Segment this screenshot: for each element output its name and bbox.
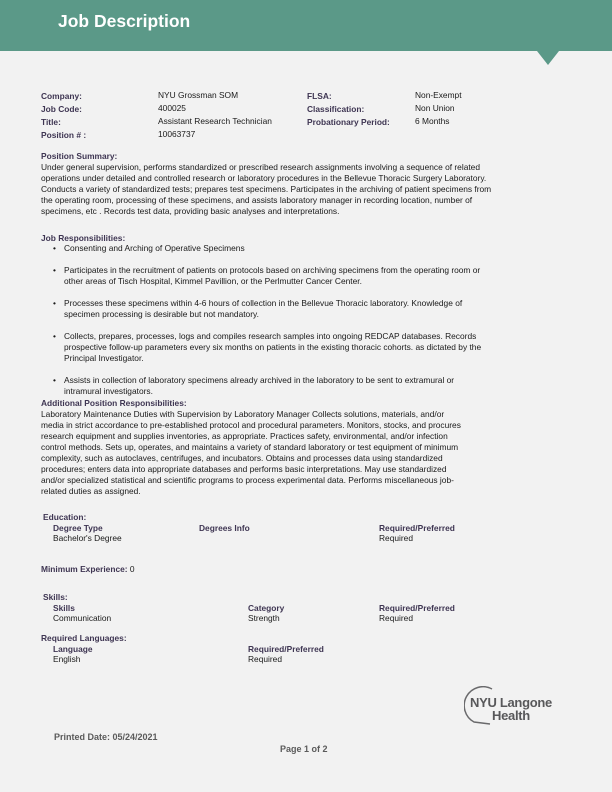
title-label: Title: [41, 117, 61, 127]
additional-line: complexity, such as autoclaves, centrifuges, and incubators. Obtains and processes data using standardized [41, 453, 443, 463]
item-line: intramural investigators. [64, 386, 153, 396]
list-item [64, 243, 481, 254]
degrees-info-header: Degrees Info [199, 523, 250, 533]
flsa-label: FLSA: [307, 91, 332, 101]
position-label: Position # : [41, 130, 87, 140]
required-preferred-header: Required/Preferred [248, 644, 324, 654]
summary-line: operations under detailed and controlled research or laboratory procedures in the Bellevue Thoracic Surgery Laboratory. [41, 173, 487, 183]
language-required-value: Required [248, 654, 282, 664]
additional-line: Laboratory Maintenance Duties with Supervision by Laboratory Manager Collects solutions, materials, and/or [41, 409, 445, 419]
item-line: • Assists in collection of laboratory specimens already archived in the laboratory to be sent to extramural or [64, 375, 455, 385]
logo-line2: Health [492, 708, 530, 723]
classification-label: Classification: [307, 104, 365, 114]
company-label: Company: [41, 91, 82, 101]
responsibilities-list [64, 243, 481, 397]
degree-required-value: Required [379, 533, 413, 543]
summary-line: Conducts a variety of standardized tests; prepares test specimens. Participates in the archiving of patient specimens from [41, 184, 492, 194]
page-title: Job Description [58, 11, 191, 31]
list-item [64, 331, 481, 364]
additional-line: research equipment and supplies inventories, as appropriate. Practices safety, environmental, and/or infection [41, 431, 448, 441]
item-line: Principal Investigator. [64, 353, 144, 363]
list-item [64, 298, 481, 320]
item-line: • Participates in the recruitment of patients on protocols based on archiving specimens from the operating room or [64, 265, 481, 275]
probation-value: 6 Months [415, 116, 450, 126]
additional-line: related duties as assigned. [41, 486, 141, 496]
language-value: English [53, 654, 81, 664]
position-summary [41, 151, 491, 217]
minimum-experience [41, 564, 135, 574]
title-value: Assistant Research Technician [158, 116, 272, 126]
additional-line: and/or specialized statistical and scientific programs to process experimental data. Performs miscellaneous job- [41, 475, 454, 485]
required-preferred-header: Required/Preferred [379, 603, 455, 613]
list-item [64, 375, 481, 397]
header-pointer [537, 51, 559, 65]
education-heading: Education: [43, 512, 87, 522]
skills-heading: Skills: [43, 592, 68, 602]
required-preferred-header: Required/Preferred [379, 523, 455, 533]
experience-label: Minimum Experience: [41, 564, 128, 574]
item-line: other areas of Tisch Hospital, Kimmel Pavillion, or the Perlmutter Cancer Center. [64, 276, 362, 286]
responsibilities-heading: Job Responsibilities: [41, 233, 126, 243]
language-header: Language [53, 644, 93, 654]
company-value: NYU Grossman SOM [158, 90, 239, 100]
skill-value: Communication [53, 613, 112, 623]
printed-date: Printed Date: 05/24/2021 [54, 732, 158, 742]
item-line: • Processes these specimens within 4-6 hours of collection in the Bellevue Thoracic laboratory. Knowledge of [64, 298, 463, 308]
additional-heading: Additional Position Responsibilities: [41, 398, 187, 408]
header-band [0, 0, 612, 51]
additional-line: procedures; enters data into appropriate databases and performs basic interpretations. May use standardized [41, 464, 447, 474]
logo-line1: NYU Langone [470, 695, 552, 710]
flsa-value: Non-Exempt [415, 90, 462, 100]
degree-type-value: Bachelor's Degree [53, 533, 122, 543]
skill-required-value: Required [379, 613, 413, 623]
category-header: Category [248, 603, 285, 613]
additional-line: control methods. Sets up, operates, and maintains a variety of standard laboratory or test equipment of minimum [41, 442, 459, 452]
classification-value: Non Union [415, 103, 455, 113]
list-item [64, 265, 481, 287]
additional-responsibilities [41, 398, 461, 497]
probation-label: Probationary Period: [307, 117, 390, 127]
nyu-langone-logo [464, 686, 556, 726]
item-line: • Consenting and Arching of Operative Specimens [64, 243, 245, 253]
job-code-value: 400025 [158, 103, 186, 113]
item-line: • Collects, prepares, processes, logs and compiles research samples into ongoing REDCAP databases. Records [64, 331, 477, 341]
summary-line: Under general supervision, performs standardized or prescribed research assignments involving a sequence of related [41, 162, 480, 172]
additional-line: media in strict accordance to pre-established protocol and procedural parameters. Monitors, stocks, and procures [41, 420, 461, 430]
summary-line: the operating room, processing of these specimens, and assists laboratory manager in recording location, number of [41, 195, 473, 205]
skills-header: Skills [53, 603, 75, 613]
page-number: Page 1 of 2 [280, 744, 328, 754]
degree-type-header: Degree Type [53, 523, 103, 533]
position-value: 10063737 [158, 129, 196, 139]
summary-heading: Position Summary: [41, 151, 118, 161]
job-code-label: Job Code: [41, 104, 82, 114]
item-line: specimen processing is desirable but not mandatory. [64, 309, 259, 319]
category-value: Strength [248, 613, 280, 623]
experience-value: 0 [129, 564, 135, 574]
summary-line: specimens, etc . Records test data, providing basic analyses and interpretations. [41, 206, 340, 216]
item-line: prospective follow-up parameters every six months on patients in the existing thoracic cohorts. as dictated by the [64, 342, 482, 352]
languages-heading: Required Languages: [41, 633, 127, 643]
